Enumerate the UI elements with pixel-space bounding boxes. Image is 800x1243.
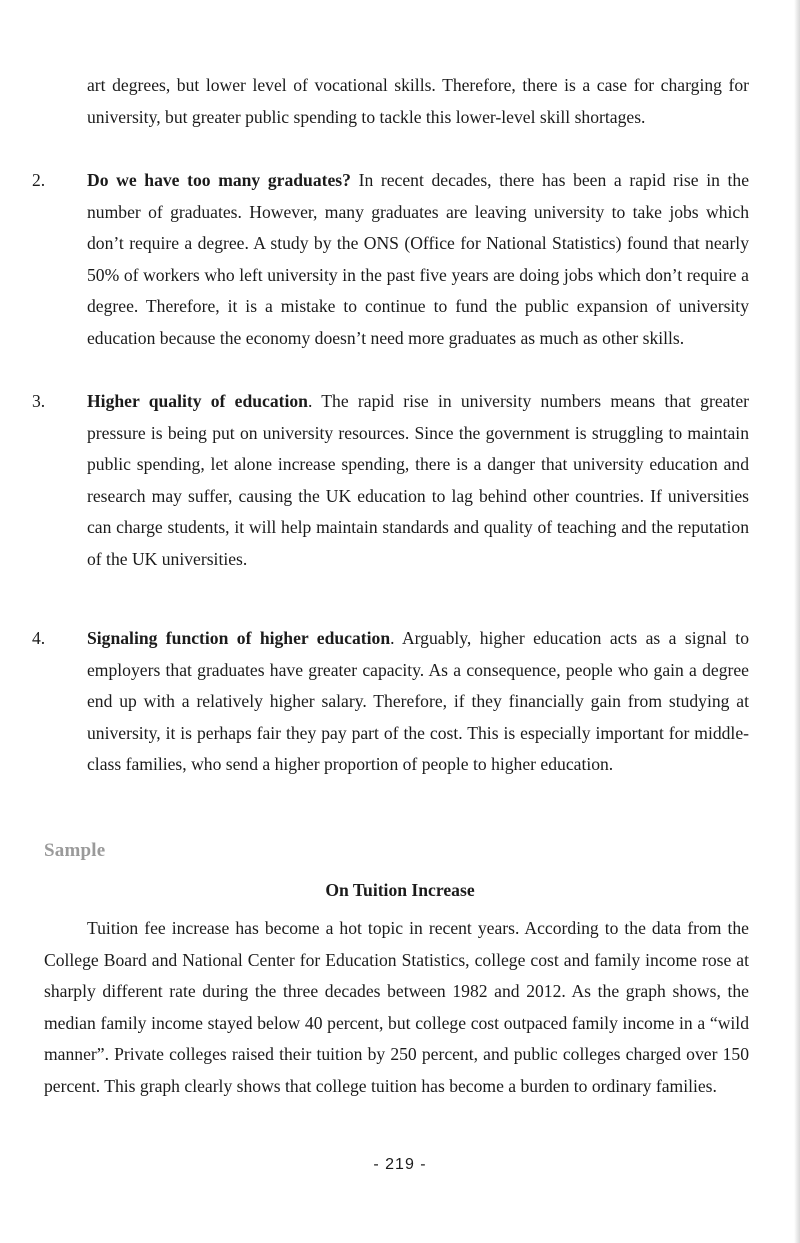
essay-paragraph: Tuition fee increase has become a hot topic in recent years. According to the data from the College Board and National Center for Education Statistics, college cost and family income rose at sharply different rate during the three decades between 1982 and 2012. As the graph shows, the median family income stayed below 40 percent, but college cost outpaced family income in a “wild manner”. Private colleges raised their tuition by 250 percent, and public colleges charged over 150 percent. This graph clearly shows that college tuition has become a burden to ordinary families. bbox=[44, 918, 749, 1096]
list-item-text: . The rapid rise in university numbers means that greater pressure is being put on university resources. Since the government is struggling to maintain public spending, let alone increase spending, there is a danger that university education and research may suffer, causing the UK education to lag behind other countries. If universities can charge students, it will help maintain standards and quality of teaching and the reputation of the UK universities. bbox=[87, 391, 749, 569]
list-item-heading: Do we have too many graduates? bbox=[87, 170, 351, 190]
continued-paragraph: art degrees, but lower level of vocational skills. Therefore, there is a case for charging for university, but greater public spending to tackle this lower-level skill shortages. bbox=[87, 75, 749, 127]
list-item-number: 2. bbox=[32, 170, 46, 190]
list-item-heading: Signaling function of higher education bbox=[87, 628, 391, 648]
essay-title: On Tuition Increase bbox=[325, 880, 475, 900]
list-item-number: 3. bbox=[32, 391, 46, 411]
sample-section-label: Sample bbox=[44, 840, 106, 861]
list-item-body bbox=[87, 386, 749, 576]
list-item-heading: Higher quality of education bbox=[87, 391, 308, 411]
scan-edge-shadow bbox=[794, 0, 800, 1243]
list-item-body bbox=[87, 623, 749, 781]
list-item-text: . Arguably, higher education acts as a signal to employers that graduates have greater capacity. As a consequence, people who gain a degree end up with a relatively higher salary. Therefore, if they financially gain from studying at university, it is perhaps fair they pay part of the cost. This is especially important for middle-class families, who send a higher proportion of people to higher education. bbox=[87, 628, 749, 775]
page-number: - 219 - bbox=[373, 1156, 427, 1173]
list-item-number: 4. bbox=[32, 628, 46, 648]
list-item-text: In recent decades, there has been a rapid rise in the number of graduates. However, many graduates are leaving university to take jobs which don’t require a degree. A study by the ONS (Office for National Statistics) found that nearly 50% of workers who left university in the past five years are doing jobs which don’t require a degree. Therefore, it is a mistake to continue to fund the public expansion of university education because the economy doesn’t need more graduates as much as other skills. bbox=[87, 170, 750, 348]
list-item-body bbox=[87, 165, 749, 355]
